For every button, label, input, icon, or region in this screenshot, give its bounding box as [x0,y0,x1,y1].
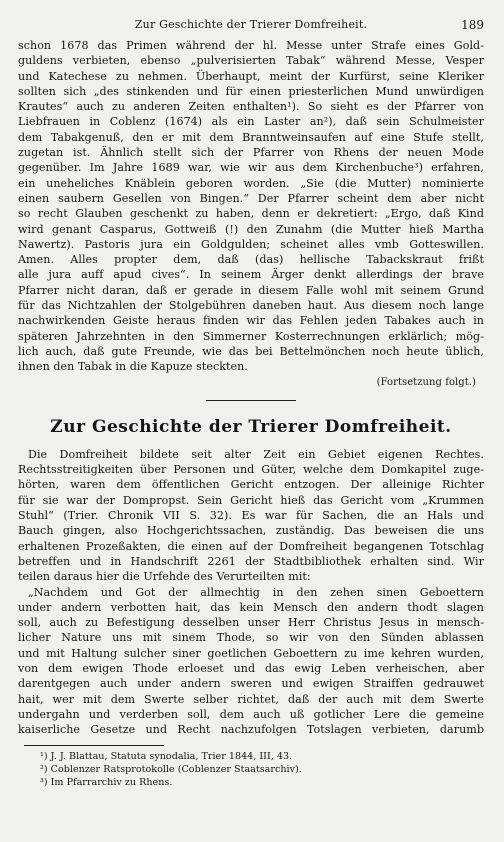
text-line: Pfarrer nicht daran, daß er gerade in diesem Falle wohl mit seinem Grund [18,283,484,297]
text-line: von dem ewigen Thode erloeset und das ewig Leben verheischen, aber [18,661,484,675]
text-line: teilen daraus hier die Urfehde des Verurteilten mit: [18,570,311,584]
running-head-title: Zur Geschichte der Trierer Domfreiheit. [134,18,368,31]
section-heading: Zur Geschichte der Trierer Domfreiheit. [50,416,452,437]
text-line: Bauch gingen, also Hochgerichtssachen, zuständig. Das beweisen die uns [18,524,484,538]
text-line: einen saubern Gesellen von Bingen.“ Der Pfarrer scheint dem aber nicht [18,191,484,205]
continued-note: (Fortsetzung folgt.) [376,376,476,388]
text-line: under andern verbotten hait, das kein Mensch den andern thodt slagen [18,600,484,614]
text-line: sollten sich „des stinkenden und für einen priesterlichen Mund unwürdigen [18,84,484,98]
text-line: Amen. Alles propter dem, daß (das) hellische Tabackskraut frißt [18,253,484,267]
page-number: 189 [461,18,484,32]
text-line: so recht Glauben geschenkt zu haben, denn er dekretiert: „Ergo, daß Kind [18,207,484,221]
text-line: gegenüber. Im Jahre 1689 war, wie wir aus dem Kirchenbuche³) erfahren, [18,161,484,175]
text-line: zugetan ist. Ähnlich stellt sich der Pfarrer von Rhens der neuen Mode [18,146,484,160]
text-line: Rechtsstreitigkeiten über Personen und Güter, welche dem Domkapitel zuge- [18,463,484,477]
text-line: kaiserliche Gesetze und Recht nachzufolgen Totslagen verbieten, darumb [18,723,484,737]
text-line: alle jura auff apud cives“. In seinem Ärger denkt allerdings der brave [18,268,484,282]
section-tobacco-text [18,38,484,390]
footnote-3: ³) Im Pfarrarchiv zu Rhens. [40,777,173,789]
text-line: Liebfrauen in Coblenz (1674) als ein Laster an²), daß sein Schulmeister [18,115,484,129]
section-divider [206,400,296,401]
text-line: licher Nature uns mit sinem Thode, so wir von den Sünden ablassen [18,631,484,645]
text-line: Stuhl“ (Trier. Chronik VII S. 32). Es war für Sachen, die an Hals und [18,509,484,523]
text-line: für sie war der Dompropst. Sein Gericht hieß das Gericht vom „Krummen [18,493,484,507]
text-line: guldens verbieten, ebenso „pulverisierten Tabak“ während Messe, Vesper [18,54,484,68]
footnote-divider [24,745,164,746]
text-line: darentgegen auch under andern sweren und ewigen Straiffen gedrauwet [18,677,484,691]
text-line: ein uneheliches Knäblein geboren worden. „Sie (die Mutter) nominierte [18,176,484,190]
text-line: soll, auch zu Befestigung desselben unser Herr Christus Jesus in mensch- [18,616,484,630]
text-line: für das Nichtzahlen der Stolgebühren daneben haut. Aus diesem noch lange [18,299,484,313]
text-line: und mit Haltung sulcher siner goetlichen Geboettern zu ime kehren wurden, [18,646,484,660]
text-line: dem Tabakgenuß, den er mit dem Branntweinsaufen auf eine Stufe stellt, [18,130,484,144]
text-line: Nawertz). Pastoris jura ein Goldgulden; scheinet alles vmb Gotteswillen. [18,237,484,251]
text-line: und Katechese zu nehmen. Überhaupt, meint der Kurfürst, seine Kleriker [18,69,484,83]
text-line: wird genant Casparus, Gottweiß (!) den Zunahm (die Mutter hieß Martha [18,222,484,236]
text-line: schon 1678 das Primen während der hl. Messe unter Strafe eines Gold- [18,39,484,52]
footnote-1: ¹) J. J. Blattau, Statuta synodalia, Trier 1844, III, 43. [40,751,293,763]
footnote-2: ²) Coblenzer Ratsprotokolle (Coblenzer Staatsarchiv). [40,764,302,776]
text-line: nachwirkenden Geiste heraus finden wir das Fehlen jeden Tabakes auch in [18,314,484,328]
footnotes [18,750,484,789]
text-line: betreffen und in Handschrift 2261 der Stadtbibliothek erhalten sind. Wir [18,554,484,568]
text-line: erhaltenen Prozeßakten, die einen auf der Domfreiheit begangenen Totschlag [18,539,484,553]
text-line: lich auch, daß gute Freunde, wie das bei Bettelmönchen noch heute üblich, [18,344,484,358]
text-line: hörten, waren dem öffentlichen Gericht entzogen. Der alleinige Richter [18,478,484,492]
text-line: hait, wer mit dem Swerte selber richtet, daß der auch mit dem Swerte [18,692,484,706]
text-line: undergahn und verderben soll, dem auch uß gotlicher Lere die gemeine [18,707,484,721]
text-line: späteren Jahrzehnten in den Simmerner Kosterrechnungen erklärlich; mög- [18,329,484,343]
text-line: Die Domfreiheit bildete seit alter Zeit ein Gebiet eigenen Rechtes. [28,447,484,461]
text-line: ihnen den Tabak in die Kapuze steckten. [18,360,248,374]
text-line: Krautes“ auch zu anderen Zeiten enthalten¹). So sieht es der Pfarrer von [18,100,484,114]
running-head [18,10,484,32]
text-line: „Nachdem und Got der allmechtig in den zehen sinen Geboettern [28,585,484,599]
section-domfreiheit-text [18,447,484,738]
